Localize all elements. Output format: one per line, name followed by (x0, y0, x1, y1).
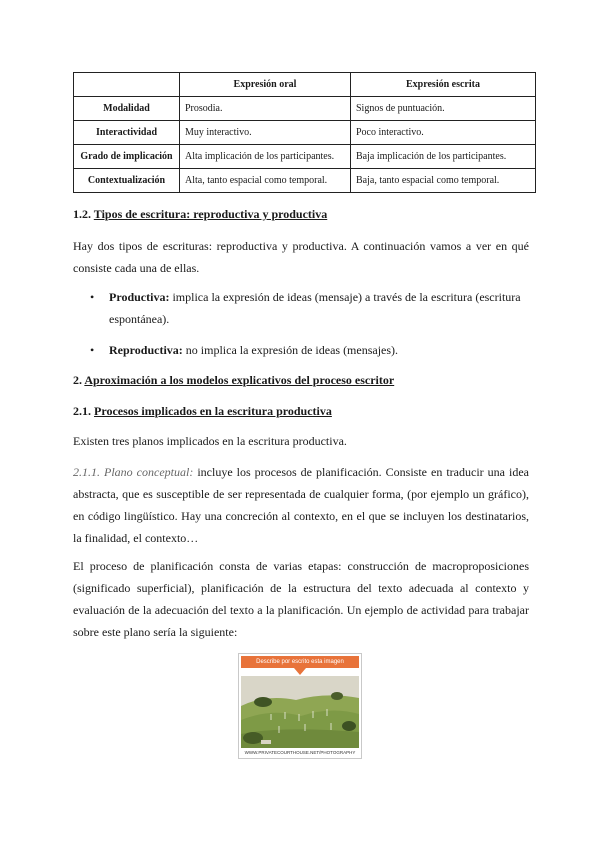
planes-paragraph: Existen tres planos implicados en la escritura productiva. (73, 434, 347, 448)
bullet-icon: • (90, 343, 95, 357)
section-number: 1.2. (73, 207, 91, 221)
plano-conceptual-text: incluye los procesos de planificación. Consiste en traducir una idea abstracta, que es susceptible de ser representada de cualquier forma, (por ejemplo un gráfico), en código lingüístico. Hay una concreción al contexto, en el que se incluyen los destinatarios, la finalidad, el contexto… (73, 465, 529, 545)
section-number: 2. (73, 373, 82, 387)
cell-escrita: Poco interactivo. (351, 121, 536, 145)
arrow-down-icon (294, 668, 306, 675)
table-header-empty (74, 73, 180, 97)
section-number: 2.1. (73, 404, 91, 418)
section-heading-1-2 (73, 203, 529, 225)
cell-escrita: Baja implicación de los participantes. (351, 145, 536, 169)
planificacion-paragraph: El proceso de planificación consta de varias etapas: construcción de macroproposiciones (significado superficial), planificación de la estructura del texto adecuada al contexto y evaluación de la adecuación del texto a la planificación. Un ejemplo de actividad para trabajar sobre este plano sería la siguiente: (73, 559, 529, 639)
bullet-term: Reproductiva: (109, 343, 183, 357)
subsection-label: 2.1.1. Plano conceptual: (73, 465, 194, 479)
cell-oral: Prosodia. (180, 97, 351, 121)
table-row (74, 97, 536, 121)
activity-figure (238, 653, 362, 759)
comparison-table (73, 72, 536, 193)
row-label-contextualizacion: Contextualización (74, 169, 180, 193)
section-title: Tipos de escritura: reproductiva y productiva (93, 207, 328, 221)
bullet-text: no implica la expresión de ideas (mensajes). (182, 343, 399, 357)
figure-banner: Describe por escrito esta imagen (241, 656, 359, 668)
section-heading-2-1 (73, 400, 529, 422)
row-label-modalidad: Modalidad (74, 97, 180, 121)
table-header-escrita: Expresión escrita (351, 73, 536, 97)
table-row (74, 121, 536, 145)
bullet-icon: • (90, 290, 95, 304)
bullet-list (73, 286, 529, 361)
section-title: Procesos implicados en la escritura productiva (94, 404, 332, 418)
intro-paragraph: Hay dos tipos de escrituras: reproductiva y productiva. A continuación vamos a ver en qué consiste cada una de ellas. (73, 239, 529, 275)
plano-conceptual-paragraph (73, 461, 529, 549)
table-row (74, 169, 536, 193)
section-heading-2 (73, 369, 529, 391)
table-header-row (74, 73, 536, 97)
landscape-photo (241, 676, 359, 748)
cell-escrita: Baja, tanto espacial como temporal. (351, 169, 536, 193)
row-label-interactividad: Interactividad (74, 121, 180, 145)
bullet-term: Productiva: (109, 290, 170, 304)
figure-caption: WWW.PRIVATECOURTHOUSE.NET/PHOTOGRAPHY (244, 750, 356, 755)
table-row (74, 145, 536, 169)
list-item (73, 286, 529, 330)
list-item (73, 339, 529, 361)
section-title: Aproximación a los modelos explicativos del proceso escritor (84, 373, 395, 387)
row-label-grado: Grado de implicación (74, 145, 180, 169)
bullet-text: implica la expresión de ideas (mensaje) a través de la escritura (escritura espontánea). (109, 290, 521, 326)
cell-oral: Alta implicación de los participantes. (180, 145, 351, 169)
cell-oral: Muy interactivo. (180, 121, 351, 145)
table-header-oral: Expresión oral (180, 73, 351, 97)
cell-escrita: Signos de puntuación. (351, 97, 536, 121)
cell-oral: Alta, tanto espacial como temporal. (180, 169, 351, 193)
